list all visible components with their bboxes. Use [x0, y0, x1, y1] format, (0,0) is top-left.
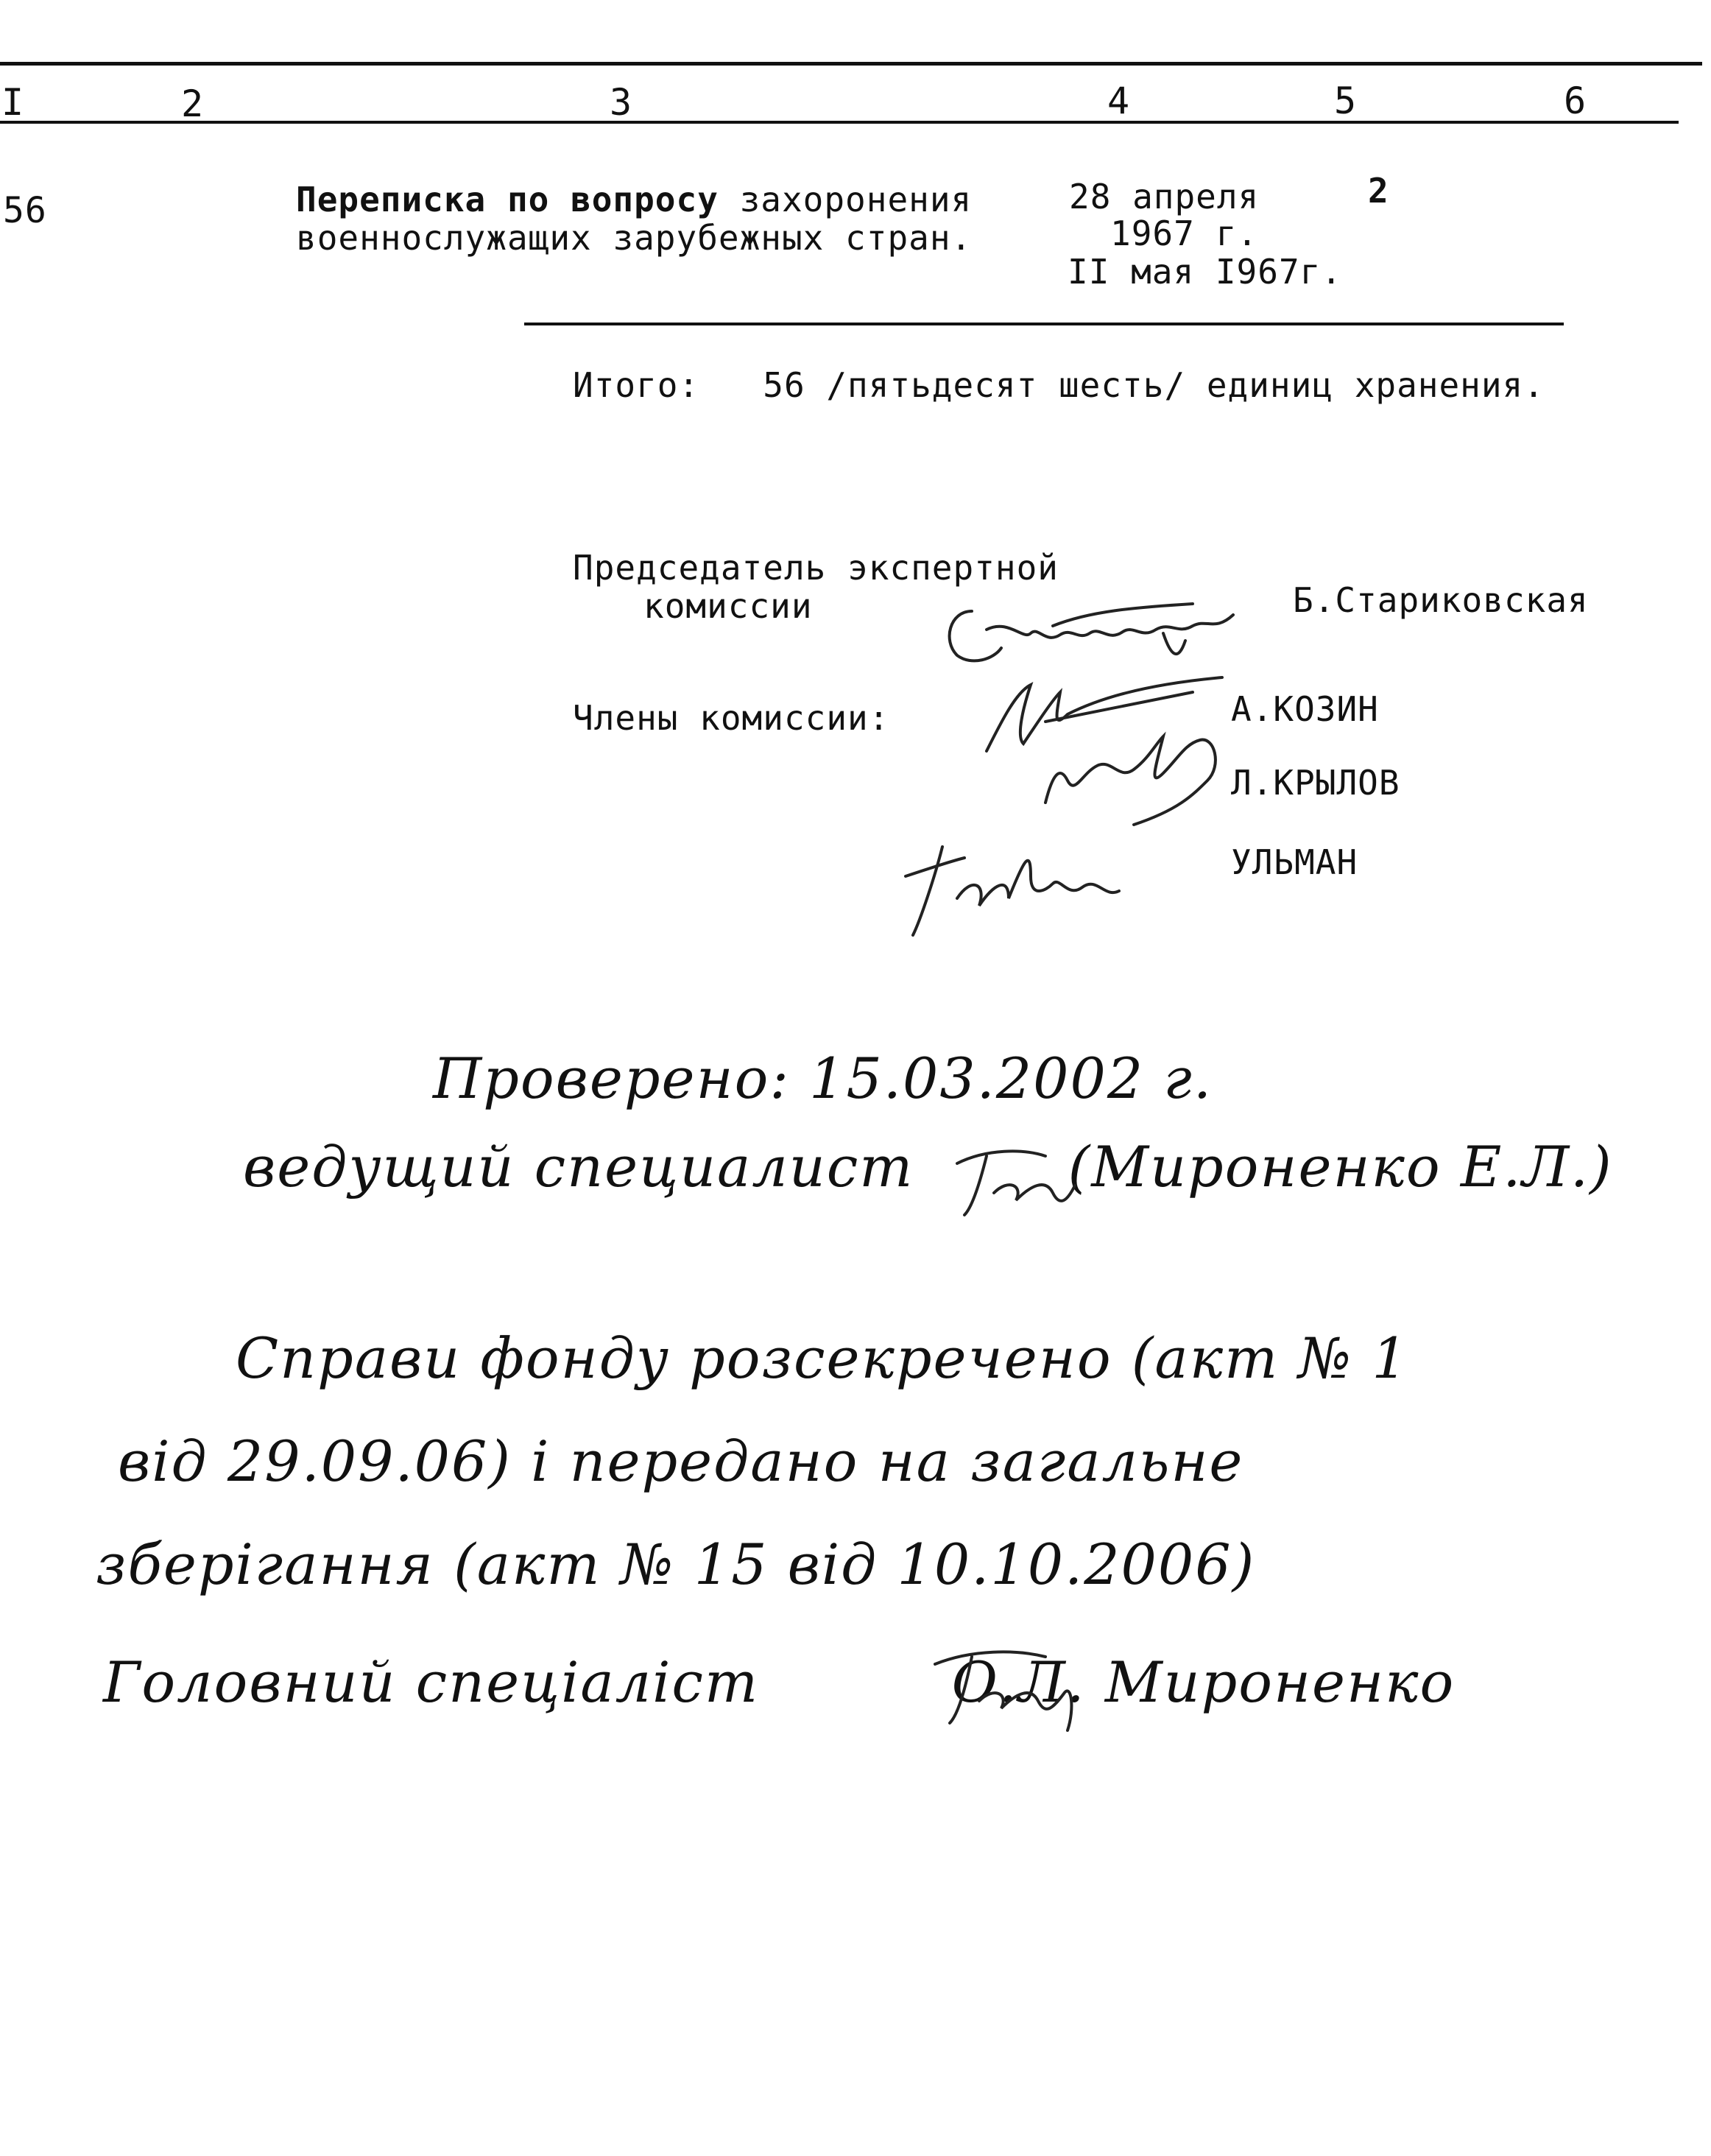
column-header-3: 3 [610, 81, 632, 124]
chief-specialist-signature [920, 1635, 1097, 1741]
member-ulman: УЛЬМАН [1231, 842, 1358, 882]
column-header-2: 2 [181, 82, 204, 125]
chair-name: Б.Стариковская [1293, 580, 1589, 620]
record-date-line2: 1967 г. [1110, 214, 1258, 253]
krylov-signature [1031, 722, 1252, 828]
header-rule [0, 121, 1679, 124]
column-header-1: I [1, 81, 24, 124]
top-rule [0, 62, 1702, 66]
row-number: 56 [3, 190, 47, 231]
declassification-line4: Головний спеціаліст О.Л. Мироненко [103, 1649, 1456, 1715]
column-header-5: 5 [1334, 80, 1357, 122]
record-date-line1: 28 апреля [1069, 177, 1260, 216]
checked-note-line2: ведущий специалист (Мироненко Е.Л.) [243, 1134, 1613, 1199]
members-label: Члены комиссии: [573, 698, 890, 738]
record-title-rest: захоронения [718, 180, 973, 219]
chair-title-line1: Председатель экспертной [573, 548, 1059, 588]
declassification-line2: від 29.09.06) і передано на загальне [118, 1428, 1244, 1494]
declassification-line3: зберігання (акт № 15 від 10.10.2006) [96, 1532, 1256, 1597]
column-header-4: 4 [1107, 80, 1130, 122]
member-kozin: А.КОЗИН [1231, 689, 1379, 729]
chair-title-line2: комиссии [643, 586, 813, 626]
row-bottom-rule [524, 323, 1564, 325]
record-sheet-count: 2 [1368, 171, 1389, 211]
checked-note-line1: Проверено: 15.03.2002 г. [433, 1046, 1213, 1111]
record-title-line2: военнослужащих зарубежных стран. [296, 218, 973, 258]
column-header-6: 6 [1564, 80, 1587, 122]
ulman-signature [898, 832, 1163, 945]
declassification-line1: Справи фонду розсекречено (акт № 1 [236, 1325, 1409, 1391]
record-title-bold: Переписка по вопросу [296, 180, 719, 219]
record-title-line1 [296, 180, 973, 219]
checker-signature [942, 1134, 1090, 1225]
member-krylov: Л.КРЫЛОВ [1231, 763, 1400, 803]
record-date-line3: II мая I967г. [1068, 252, 1343, 292]
summary-total: Итого: 56 /пятьдесят шесть/ единиц хранения. [573, 365, 1545, 405]
